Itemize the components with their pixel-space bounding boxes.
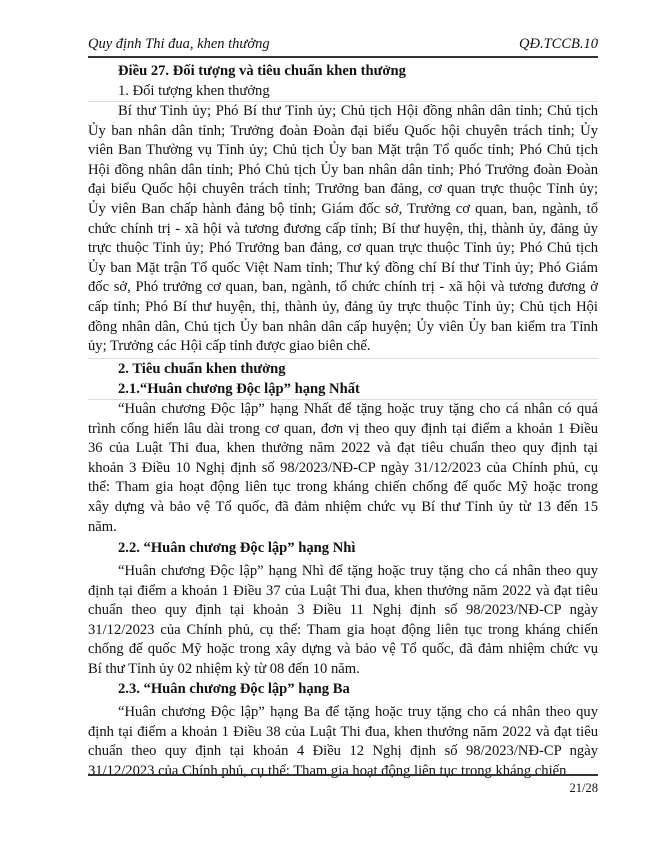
subsection-2-1-paragraph (88, 400, 598, 537)
text-line: Ủy viên Ban chấp hành đảng bộ tỉnh; Giám đốc sở, Trưởng cơ quan, ban, ngành, tổ (88, 200, 598, 217)
text-line: năm. (88, 518, 117, 535)
text-line: khoản 3 Điều 10 Nghị định số 98/2023/NĐ-CP ngày 31/12/2023 của Chính phủ, cụ (88, 459, 598, 476)
subsection-2-3-heading-block (88, 680, 598, 700)
text-line: chuẩn theo quy định tại khoản 4 Điều 12 Nghị định số 98/2023/NĐ-CP ngày (88, 743, 598, 760)
text-line: Bí thư Tỉnh ủy 02 nhiệm kỳ từ 08 đến 10 năm. (88, 660, 360, 677)
text-line: trực thuộc Tỉnh ủy; Phó Trưởng ban đảng, cơ quan trực thuộc Tỉnh ủy; Phó Chủ tịch (88, 240, 598, 257)
header-divider (88, 56, 598, 58)
text-line: Hội đồng nhân dân tỉnh; Phó Chủ tịch Ủy ban nhân dân tỉnh; Phó Trưởng đoàn Đoàn (88, 161, 598, 178)
text-line: thể: Tham gia hoạt động liên tục trong kháng chiến chống đế quốc Mỹ hoặc trong (88, 479, 598, 496)
subsection-2-1-heading: 2.1.“Huân chương Độc lập” hạng Nhất (118, 380, 360, 397)
article-heading-block (88, 62, 598, 101)
subsection-2-3-paragraph (88, 703, 598, 781)
subsection-2-2-heading: 2.2. “Huân chương Độc lập” hạng Nhì (118, 540, 356, 556)
text-line: định tại điểm a khoản 1 Điều 37 của Luật Thi đua, khen thưởng năm 2022 và đạt tiêu (88, 582, 598, 599)
section-1-heading: 1. Đối tượng khen thưởng (118, 82, 270, 99)
text-line: trình cống hiến lâu dài trong cơ quan, đơn vị theo quy định tại điểm a khoản 1 Điều (88, 420, 598, 437)
document-code: QĐ.TCCB.10 (519, 36, 598, 52)
text-line: 36 của Luật Thi đua, khen thưởng năm 2022 và đạt tiêu chuẩn theo quy định tại (88, 440, 598, 457)
text-line: đốc sở, Phó trưởng cơ quan, ban, ngành, tổ chức chính trị - xã hội và tương đương ở (88, 279, 598, 296)
text-line: đại biểu Quốc hội chuyên trách tỉnh; Trưởng ban đảng, cơ quan trực thuộc Tỉnh ủy; (88, 181, 598, 198)
page-number: 21/28 (569, 781, 598, 795)
text-line: Bí thư Tỉnh ủy; Phó Bí thư Tỉnh ủy; Chủ tịch Hội đồng nhân dân tỉnh; Chủ tịch (118, 103, 598, 119)
article-title: Điều 27. Đối tượng và tiêu chuẩn khen thưởng (118, 63, 406, 79)
page-header (88, 36, 598, 53)
text-line: Ủy ban nhân dân tỉnh; Trưởng đoàn Đoàn đại biểu Quốc hội chuyên trách tỉnh; Ủy (88, 122, 598, 139)
section-2-heading: 2. Tiêu chuẩn khen thưởng (118, 361, 286, 377)
text-line: 31/12/2023 của Chính phủ, cụ thể: Tham gia hoạt động liên tục trong kháng chiến (88, 621, 598, 638)
document-title: Quy định Thi đua, khen thưởng (88, 36, 270, 52)
text-line: “Huân chương Độc lập” hạng Ba để tặng hoặc truy tặng cho cá nhân theo quy (118, 704, 598, 720)
text-line: chuẩn theo quy định tại khoản 3 Điều 11 Nghị định số 98/2023/NĐ-CP ngày (88, 602, 598, 619)
text-line: ủy; Trưởng các Hội cấp tỉnh được giao biên chế. (88, 338, 371, 355)
text-line: chức chính trị - xã hội và tương đương cấp tỉnh; Bí thư huyện, thị, thành ủy, đảng ủy (88, 220, 598, 237)
text-line: viên Ban Thường vụ Tỉnh ủy; Chủ tịch Ủy ban Mặt trận Tổ quốc tỉnh; Phó Chủ tịch (88, 142, 598, 159)
text-line: đồng nhân dân, Chủ tịch Ủy ban nhân dân cấp huyện; Ủy viên Ủy ban kiểm tra Tỉnh (88, 318, 598, 335)
section-1-paragraph (88, 102, 598, 357)
subsection-2-2-paragraph (88, 562, 598, 680)
divider (88, 358, 598, 359)
subsection-2-2-heading-block (88, 539, 598, 559)
footer-divider (88, 774, 598, 776)
text-line: xây dựng và bảo vệ Tổ quốc, đã đảm nhiệm chức vụ Bí thư Tỉnh ủy từ 13 đến 15 (88, 498, 598, 515)
text-line: định tại điểm a khoản 1 Điều 38 của Luật Thi đua, khen thưởng năm 2022 và đạt tiêu (88, 723, 598, 740)
text-line: cấp tỉnh; Phó Bí thư huyện, thị, thành ủy, đảng ủy trực thuộc Tỉnh ủy; Chủ tịch Hội (88, 298, 598, 315)
text-line: Ủy ban Mặt trận Tổ quốc Việt Nam tỉnh; Thư ký đồng chí Bí thư Tỉnh ủy; Phó Giám (88, 259, 598, 276)
text-line: “Huân chương Độc lập” hạng Nhì để tặng hoặc truy tặng cho cá nhân theo quy (118, 563, 598, 579)
subsection-2-3-heading: 2.3. “Huân chương Độc lập” hạng Ba (118, 681, 350, 697)
section-2-heading-block (88, 360, 598, 399)
text-line: chống đế quốc Mỹ hoặc trong xây dựng và bảo vệ Tổ quốc, đã đảm nhiệm chức vụ (88, 641, 598, 658)
text-line: “Huân chương Độc lập” hạng Nhất để tặng hoặc truy tặng cho cá nhân có quá (118, 401, 598, 417)
text-line: 31/12/2023 của Chính phủ, cụ thể: Tham gia hoạt động liên tục trong kháng chiến (88, 762, 567, 779)
